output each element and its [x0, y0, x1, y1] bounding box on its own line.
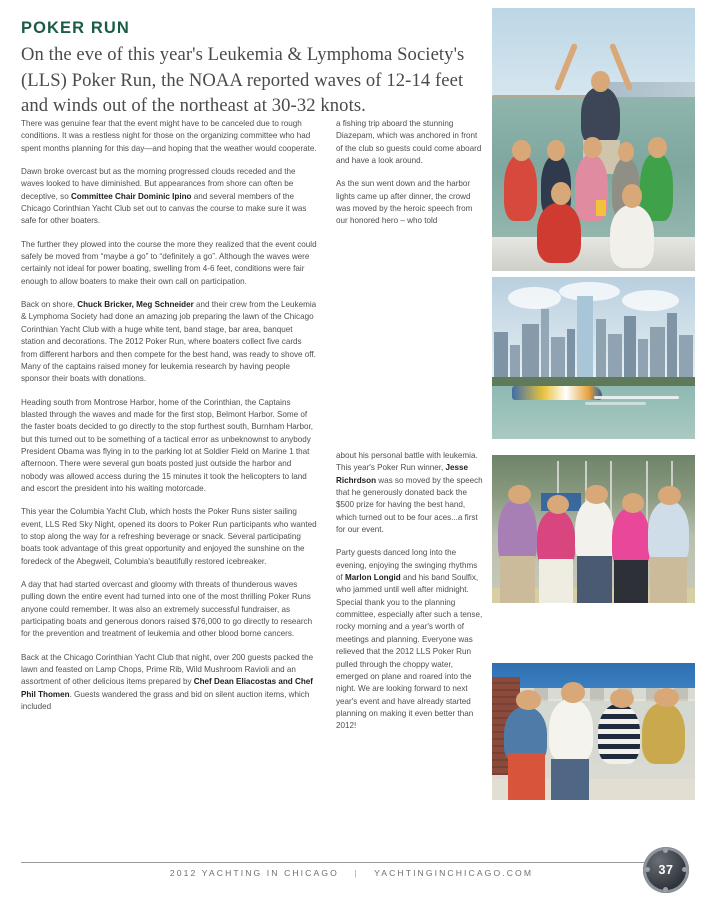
page-number-badge — [643, 847, 689, 893]
body-column-left — [21, 118, 318, 724]
emphasis-name: Committee Chair Dominic Ipino — [70, 191, 192, 201]
body-column-right-middle — [336, 450, 486, 744]
footer — [0, 868, 703, 878]
body-paragraph: Back on shore, Chuck Bricker, Meg Schneider and their crew from the Leukemia & Lymphoma Society had done an amazing job preparing the lawn of the Chicago Corinthian Yacht Club with a huge white tent, band stage, bar area, banquet station and decorations. The 2012 Poker Run, where boaters collect five cards from different harbors and then compete for the best hand, was ready to shove off. Many of the captains raised money for leukemia research by having people sponsor their boats with donations. — [21, 300, 317, 384]
body-paragraph: As the sun went down and the harbor lights came up after dinner, the crowd was moved by the heroic speech from our honored hero – who told — [336, 179, 473, 226]
body-paragraph: The further they plowed into the course the more they realized that the event could safely be moved from “maybe a go” to “definitely a go”. Although the waves were certainly not ideal for power boating, swelling from 4-6 feet, conditions were fair enough to allow boaters to make their own call on participation. — [21, 239, 317, 286]
photo-five-guests — [492, 455, 695, 603]
body-paragraph: There was genuine fear that the event might have to be canceled due to rough conditions. It was a restless night for those on the organizing committee who had spent months planning for this day—and hoping that the weather would cooperate. — [21, 119, 317, 153]
body-paragraph: about his personal battle with leukemia. This year's Poker Run winner, Jesse Richrdson was so moved by the speech that he generously donated back the $500 prize for having the best hand, which turned out to be four aces...a first for our event. — [336, 451, 483, 535]
body-paragraph: Back at the Chicago Corinthian Yacht Club that night, over 200 guests packed the lawn and feasted on Lamp Chops, Prime Rib, Wild Mushroom Ravioli and an assortment of other delicious items prepared by Chef Dean Eliacostas and Chef Phil Thomen. Guests wandered the grass and bid on silent auction items, which included — [21, 652, 314, 712]
footer-left-text: 2012 YACHTING IN CHICAGO — [169, 868, 339, 878]
footer-divider — [21, 862, 682, 863]
article-deck: On the eve of this year's Leukemia & Lymphoma Society's (LLS) Poker Run, the NOAA reported waves of 12-14 feet and winds out of the northeast at 30-32 knots. — [21, 44, 465, 116]
emphasis-name: Jesse Richrdson — [336, 463, 469, 485]
emphasis-name: Chef Dean Eliacostas and Chef Phil Thomen — [21, 677, 313, 699]
body-paragraph: Heading south from Montrose Harbor, home of the Corinthian, the Captains blasted through the waves and made for the first stop, Belmont Harbor. Some of the faster boats decided to go directly to the stop furthest south, Burnham Harbor, but this turned out to be something of a tactical error as unbeknownst to anybody President Obama was flying in to the parking lot at Soldier Field on Marine 1 that afternoon. There were several gun boats posted just outside the harbor and nobody was allowed access during the 15 minutes it took the helicopters to land and escort the president into his waiting motorcade. — [21, 397, 313, 493]
photo-four-guests — [492, 663, 695, 800]
page-number: 37 — [658, 863, 674, 877]
emphasis-name: Marlon Longid — [345, 573, 401, 583]
footer-website[interactable]: YACHTINGINCHICAGO.COM — [374, 868, 534, 878]
photo-skyline-speedboat — [492, 277, 695, 439]
body-paragraph: This year the Columbia Yacht Club, which hosts the Poker Runs sister sailing event, LLS Red Sky Night, opened its doors to Poker Run participants who wanted to stop along the way for a refreshing beverage or snack. Several participating boats took advantage of this great opportunity and enjoyed the sunshine on the foredeck of the Abegweit, Columbia's beautifully restored icebreaker. — [21, 507, 317, 566]
footer-separator: | — [354, 868, 359, 878]
body-paragraph: A day that had started overcast and gloomy with threats of thunderous waves pulling down the entire event had turned into one of the most thrilling Poker Runs anyone could remember. It was also an extremely successful fundraiser, as participating boats and generous donors raised $76,000 to go directly to research for the prevention and treatment of leukemia and other blood borne cancers. — [21, 580, 313, 639]
body-column-right-upper — [336, 118, 484, 239]
photo-boat-group — [492, 8, 695, 271]
emphasis-name: Chuck Bricker, Meg Schneider — [77, 300, 194, 310]
body-paragraph: Party guests danced long into the evening, enjoying the swinging rhythms of Marlon Longid and his band Soulfix, who jammed until well after midnight. Special thank you to the planning committee, especially after such a tense, rocky morning and a year's worth of meetings and planning. Everyone was relieved that the 2012 LLS Poker Run pulled through the choppy water, emerged on plane and roared into the night. We are looking forward to next year's event and have already started planning on making it even better than 2012! — [336, 548, 483, 731]
page-title: POKER RUN — [21, 19, 130, 37]
body-paragraph: Dawn broke overcast but as the morning progressed clouds receded and the waves looked to have diminished. But appearances from shore can often be deceptive, so Committee Chair Dominic Ipino and several members of the Chicago Corinthian Yacht Club set out to canvas the course to make sure it was safe for other boaters. — [21, 167, 307, 226]
body-paragraph: a fishing trip aboard the stunning Diazepam, which was anchored in front of the club so guests could come aboard and have a look around. — [336, 119, 482, 166]
